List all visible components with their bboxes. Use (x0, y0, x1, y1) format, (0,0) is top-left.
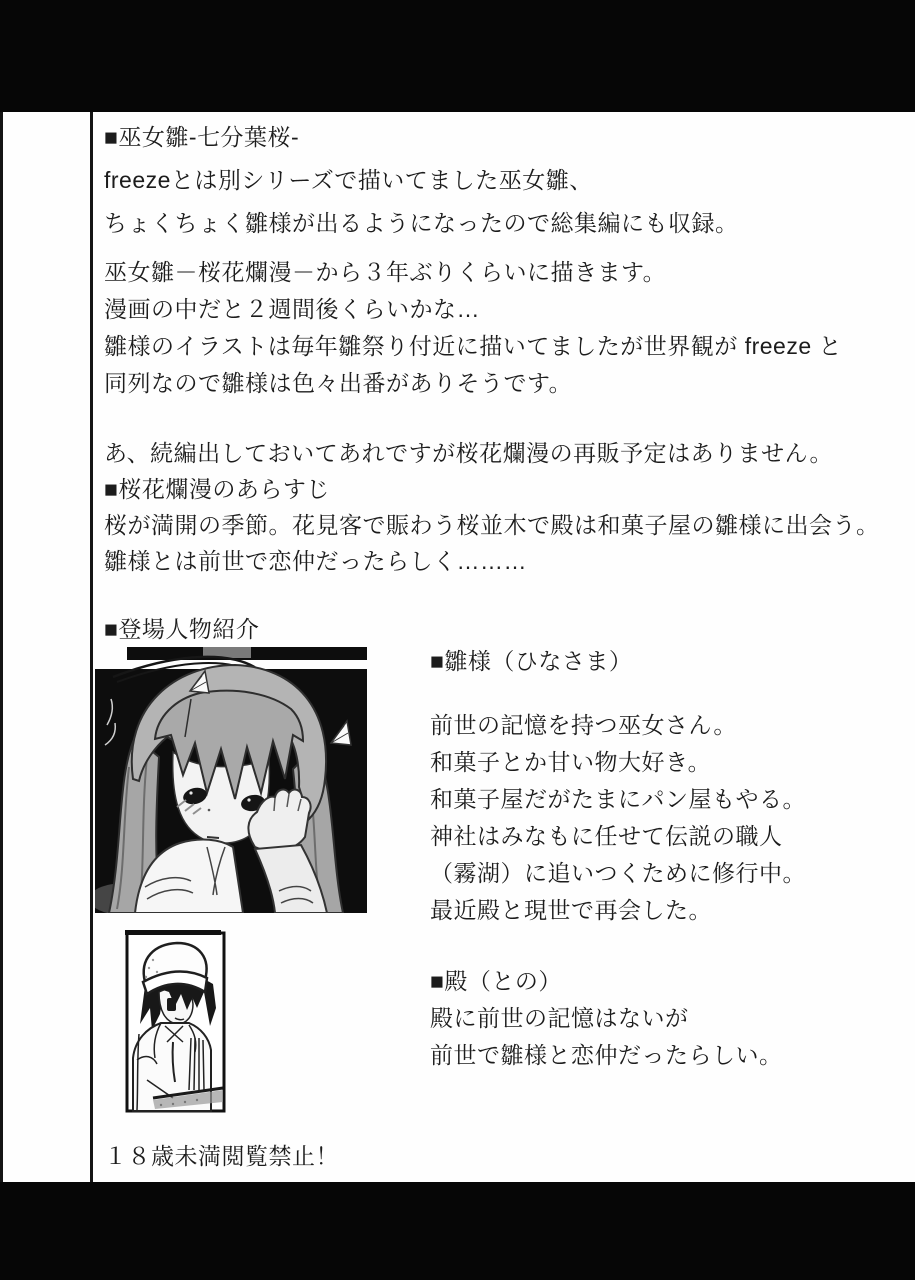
tono-portrait-illustration (125, 930, 227, 1114)
characters-section (104, 609, 259, 646)
hina-portrait-illustration (95, 647, 367, 913)
hina-desc-line: 前世の記憶を持つ巫女さん。 (430, 712, 737, 738)
synopsis-note-line: あ、続編出しておいてあれですが桜花爛漫の再販予定はありません。 (104, 439, 833, 466)
hina-desc-line: 神社はみなもに任せて伝説の職人 (430, 823, 783, 849)
hina-portrait-drawing (95, 647, 367, 913)
intro-section (104, 114, 739, 243)
hina-name: ■雛様（ひなさま） (430, 648, 633, 674)
hina-heading-block (430, 641, 632, 678)
age-restriction-notice (104, 1136, 339, 1173)
hina-desc-line: 最近殿と現世で再会した。 (430, 897, 712, 923)
page-left-edge-line (0, 112, 3, 1182)
intro-title: ■巫女雛-七分葉桜- (104, 124, 300, 150)
series-note-line: 同列なので雛様は色々出番がありそうです。 (104, 370, 573, 396)
synopsis-line: 雛様とは前世で恋仲だったらしく……… (104, 547, 527, 574)
characters-heading: ■登場人物紹介 (104, 616, 260, 642)
synopsis-heading: ■桜花爛漫のあらすじ (104, 475, 330, 502)
intro-line: ちょくちょく雛様が出るようになったので総集編にも収録。 (104, 210, 739, 236)
tono-name: ■殿（との） (430, 968, 562, 994)
tono-block (430, 961, 783, 1072)
synopsis-section (104, 433, 880, 577)
hina-desc-line: 和菓子屋だがたまにパン屋もやる。 (430, 786, 806, 812)
series-note-line: 雛様のイラストは毎年雛祭り付近に描いてましたが世界観が freeze と (104, 333, 843, 359)
series-note-line: 巫女雛－桜花爛漫－から３年ぶりくらいに描きます。 (104, 259, 667, 285)
series-notes-section (104, 252, 842, 400)
age-restriction-label: １８歳未満閲覧禁止！ (104, 1143, 339, 1169)
content-left-rule (90, 112, 93, 1182)
tono-desc-line: 殿に前世の記憶はないが (430, 1005, 689, 1031)
bottom-black-letterbox-bar (0, 1182, 915, 1280)
hina-description-block (430, 705, 806, 927)
hina-desc-line: （霧湖）に追いつくために修行中。 (430, 860, 806, 886)
synopsis-line: 桜が満開の季節。花見客で賑わう桜並木で殿は和菓子屋の雛様に出会う。 (104, 511, 880, 538)
series-note-line: 漫画の中だと２週間後くらいかな… (104, 296, 480, 322)
intro-line: freezeとは別シリーズで描いてました巫女雛、 (104, 167, 593, 193)
tono-portrait-drawing (125, 930, 227, 1114)
hina-desc-line: 和菓子とか甘い物大好き。 (430, 749, 712, 775)
top-black-letterbox-bar (0, 0, 915, 112)
tono-desc-line: 前世で雛様と恋仲だったらしい。 (430, 1042, 783, 1068)
